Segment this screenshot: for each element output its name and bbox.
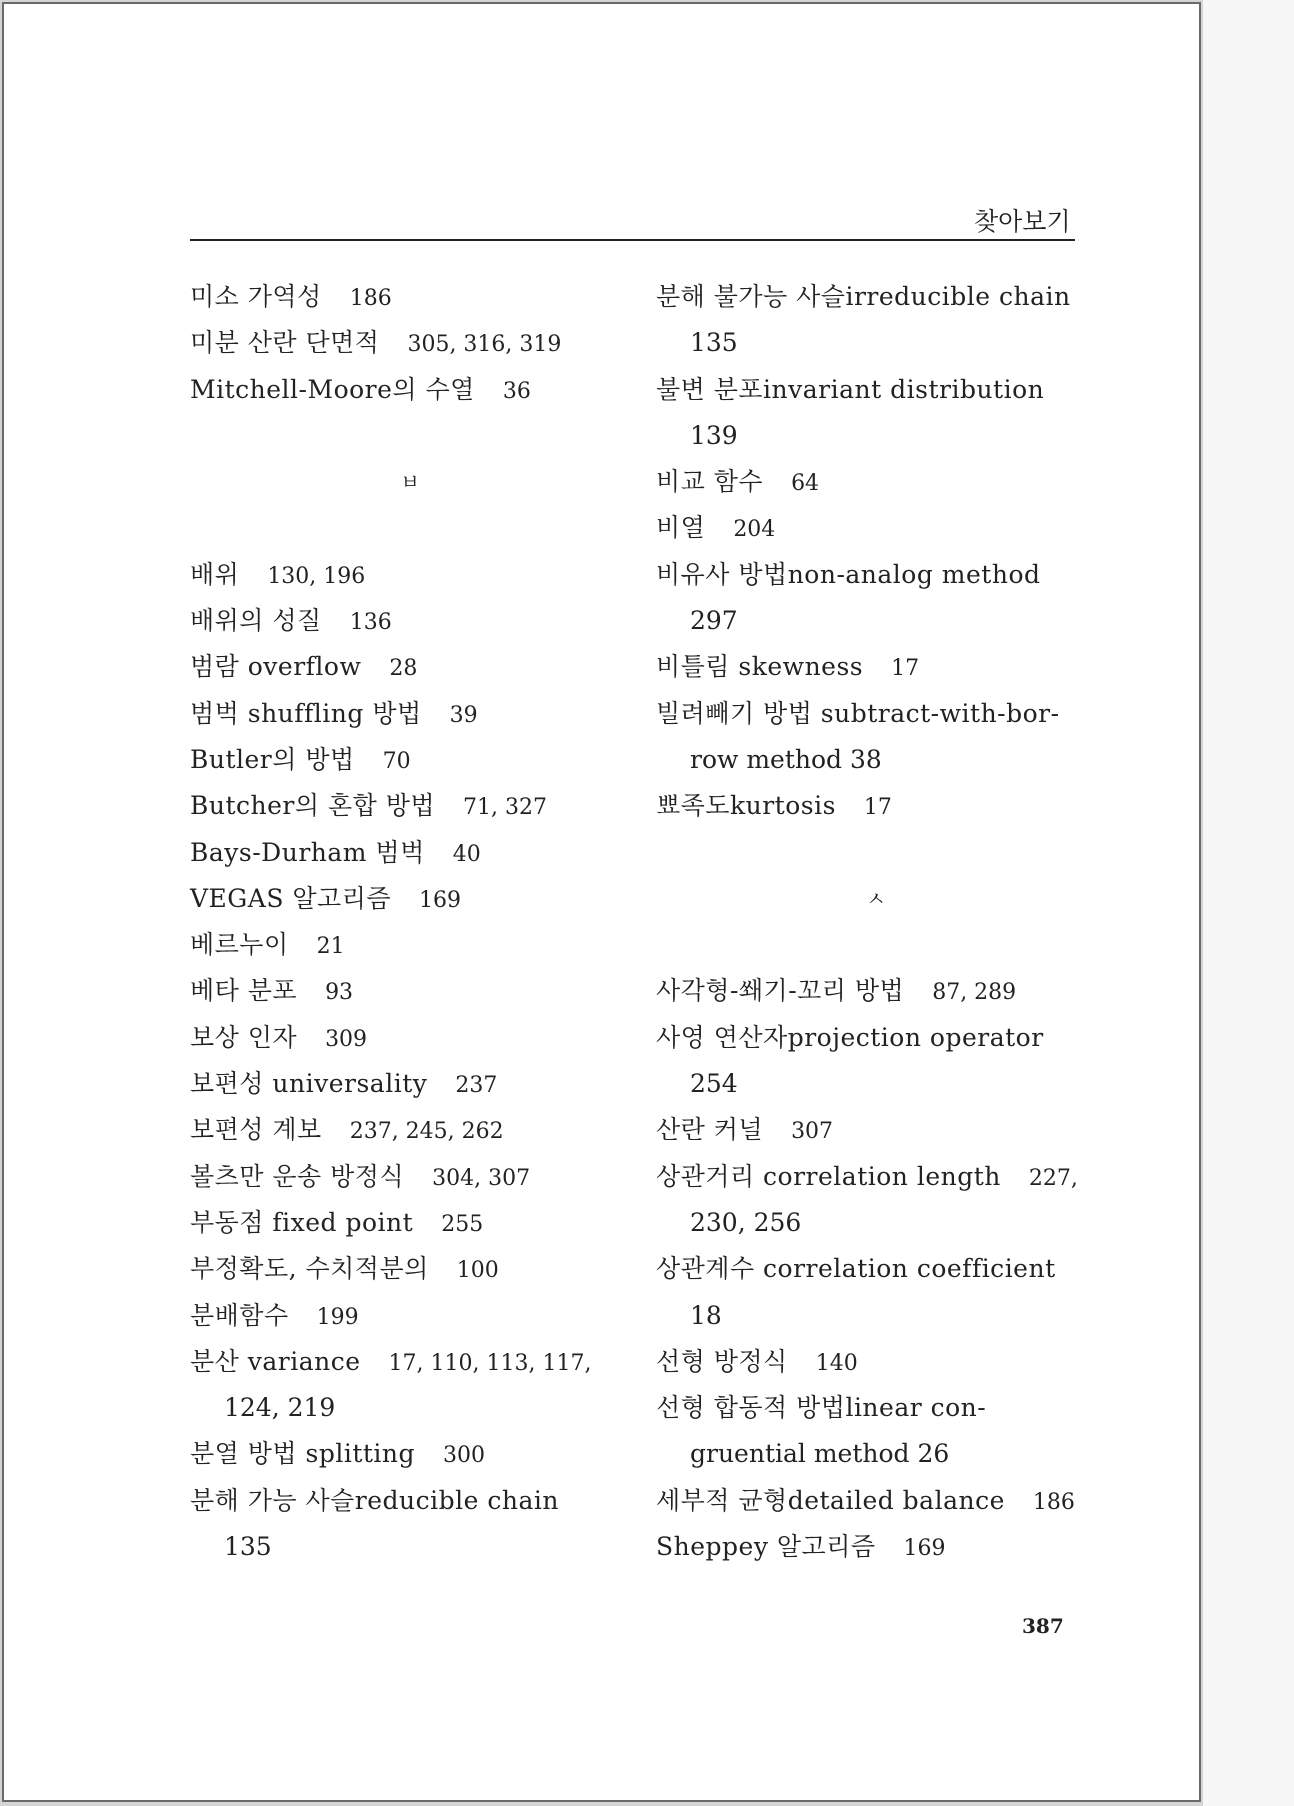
index-term: VEGAS 알고리즘	[190, 883, 392, 913]
index-column-right	[656, 274, 1096, 1570]
index-pages: 40	[452, 841, 481, 867]
index-entry	[656, 505, 1096, 551]
index-term: 분열 방법 splitting	[190, 1439, 416, 1469]
index-pages: 255	[441, 1211, 484, 1237]
index-term: 비열	[656, 513, 706, 543]
index-pages: 227,	[1028, 1165, 1078, 1191]
index-entry-continuation: row method 38	[690, 744, 882, 774]
index-entry	[190, 1200, 620, 1246]
index-entry	[656, 783, 1096, 829]
index-entry	[190, 552, 620, 598]
index-entry-continuation: 135	[690, 328, 738, 358]
index-pages: 237	[455, 1073, 498, 1099]
book-page	[2, 2, 1201, 1802]
index-pages: 136	[349, 610, 392, 636]
index-pages: 169	[903, 1536, 946, 1562]
index-term: Bays-Durham 범벅	[190, 837, 425, 867]
index-term: Sheppey 알고리즘	[656, 1532, 876, 1562]
index-term: 비유사 방법non-analog method	[656, 559, 1041, 589]
index-pages: 93	[325, 980, 354, 1006]
index-entry-continuation: gruential method 26	[690, 1439, 950, 1469]
index-entry	[190, 830, 620, 876]
index-entry	[656, 459, 1096, 505]
index-term: 분해 가능 사슬reducible chain	[190, 1485, 559, 1515]
index-term: 상관계수 correlation coefficient	[656, 1254, 1056, 1284]
index-pages: 39	[449, 702, 478, 728]
blank-line	[190, 505, 620, 551]
index-term: 부동점 fixed point	[190, 1207, 414, 1237]
index-pages: 21	[316, 934, 345, 960]
index-entry-continuation: 135	[224, 1532, 272, 1562]
index-pages: 130, 196	[267, 563, 366, 589]
index-pages: 186	[349, 286, 392, 311]
index-entry	[190, 876, 620, 922]
index-term: 범벅 shuffling 방법	[190, 698, 422, 728]
index-entry-continuation: 124, 219	[224, 1393, 336, 1423]
index-pages: 87, 289	[932, 980, 1017, 1006]
index-pages: 17, 110, 113, 117,	[388, 1350, 592, 1376]
index-entry	[656, 968, 1096, 1014]
index-entry	[190, 1339, 620, 1385]
index-entry-continuation: 297	[690, 606, 738, 636]
index-entry	[190, 1293, 620, 1339]
index-term: 뾰족도kurtosis	[656, 791, 836, 821]
index-term: 보편성 계보	[190, 1115, 322, 1145]
index-term: 미소 가역성	[190, 282, 322, 311]
blank-line	[190, 413, 620, 459]
index-term: Butcher의 혼합 방법	[190, 791, 436, 821]
index-pages: 140	[815, 1350, 858, 1376]
index-pages: 64	[791, 471, 820, 497]
index-term: 보상 인자	[190, 1022, 298, 1052]
index-pages: 304, 307	[432, 1165, 531, 1191]
index-term: 분해 불가능 사슬irreducible chain	[656, 282, 1071, 311]
blank-line	[656, 922, 1096, 968]
index-entry-continuation: 230, 256	[690, 1207, 802, 1237]
index-term: 부정확도, 수치적분의	[190, 1254, 429, 1284]
index-entry	[656, 1015, 1096, 1061]
index-entry	[190, 968, 620, 1014]
index-entry	[656, 1107, 1096, 1153]
index-entry	[656, 1385, 1096, 1431]
index-entry	[190, 1107, 620, 1153]
index-pages: 309	[325, 1026, 368, 1052]
page-number: 387	[1022, 1614, 1064, 1638]
index-entry	[190, 598, 620, 644]
index-term: 볼츠만 운송 방정식	[190, 1161, 405, 1191]
index-term: 선형 합동적 방법linear con-	[656, 1393, 987, 1423]
index-entry	[190, 1478, 620, 1524]
index-pages: 71, 327	[463, 795, 547, 821]
index-entry	[656, 691, 1096, 737]
index-pages: 300	[443, 1443, 486, 1469]
index-term: 분산 variance	[190, 1346, 361, 1376]
index-term: 범람 overflow	[190, 652, 362, 682]
index-entry	[190, 737, 620, 783]
index-entry	[190, 691, 620, 737]
index-pages: 28	[389, 656, 418, 682]
index-entry	[190, 367, 620, 413]
index-entry	[190, 783, 620, 829]
index-entry	[656, 1524, 1096, 1570]
index-pages: 17	[891, 656, 920, 682]
index-pages: 70	[382, 748, 411, 774]
index-entry	[656, 1478, 1096, 1524]
index-pages: 17	[863, 795, 892, 821]
index-entry	[190, 320, 620, 366]
blank-line	[656, 830, 1096, 876]
index-entry-continuation: 18	[690, 1300, 722, 1330]
index-pages: 307	[791, 1119, 834, 1145]
index-term: Butler의 방법	[190, 744, 355, 774]
index-entry	[656, 367, 1096, 413]
index-term: 미분 산란 단면적	[190, 328, 380, 358]
index-term: 베르누이	[190, 930, 289, 960]
index-term: 사각형-쐐기-꼬리 방법	[656, 976, 905, 1006]
index-entry	[656, 1154, 1096, 1200]
index-entry	[656, 1339, 1096, 1385]
index-pages: 186	[1032, 1489, 1075, 1515]
index-pages: 305, 316, 319	[407, 332, 562, 358]
index-term: 세부적 균형detailed balance	[656, 1485, 1005, 1515]
index-term: 배위	[190, 559, 240, 589]
index-entry	[190, 1015, 620, 1061]
index-entry	[190, 274, 620, 320]
index-term: 상관거리 correlation length	[656, 1161, 1001, 1191]
index-pages: 169	[419, 887, 462, 913]
index-term: 불변 분포invariant distribution	[656, 374, 1045, 404]
index-term: 산란 커널	[656, 1115, 764, 1145]
section-letter: ㅅ	[866, 886, 886, 911]
index-term: 보편성 universality	[190, 1069, 428, 1099]
index-term: Mitchell-Moore의 수열	[190, 374, 475, 404]
index-term: 빌려빼기 방법 subtract-with-bor-	[656, 698, 1060, 728]
index-entry-continuation: 254	[690, 1069, 738, 1099]
index-pages: 36	[502, 378, 531, 404]
header-rule	[190, 239, 1075, 241]
index-entry	[190, 1154, 620, 1200]
index-entry	[190, 1246, 620, 1292]
index-entry	[190, 1431, 620, 1477]
index-entry	[656, 274, 1096, 320]
index-term: 비틀림 skewness	[656, 652, 864, 682]
viewer-margin	[1203, 0, 1294, 1806]
index-term: 선형 방정식	[656, 1346, 788, 1376]
index-column-left	[190, 274, 620, 1570]
index-term: 비교 함수	[656, 467, 764, 497]
index-entry	[656, 1246, 1096, 1292]
index-pages: 100	[456, 1258, 499, 1284]
index-entry	[190, 922, 620, 968]
running-head: 찾아보기	[974, 207, 1071, 236]
index-pages: 237, 245, 262	[349, 1119, 504, 1145]
index-entry	[656, 552, 1096, 598]
index-term: 배위의 성질	[190, 606, 322, 636]
index-entry	[190, 644, 620, 690]
index-entry	[656, 644, 1096, 690]
index-term: 분배함수	[190, 1300, 289, 1330]
index-pages: 204	[733, 517, 776, 543]
index-entry	[190, 1061, 620, 1107]
index-term: 사영 연산자projection operator	[656, 1022, 1044, 1052]
index-term: 베타 분포	[190, 976, 298, 1006]
index-entry-continuation: 139	[690, 420, 738, 450]
index-pages: 199	[316, 1304, 359, 1330]
section-letter: ㅂ	[400, 470, 420, 495]
